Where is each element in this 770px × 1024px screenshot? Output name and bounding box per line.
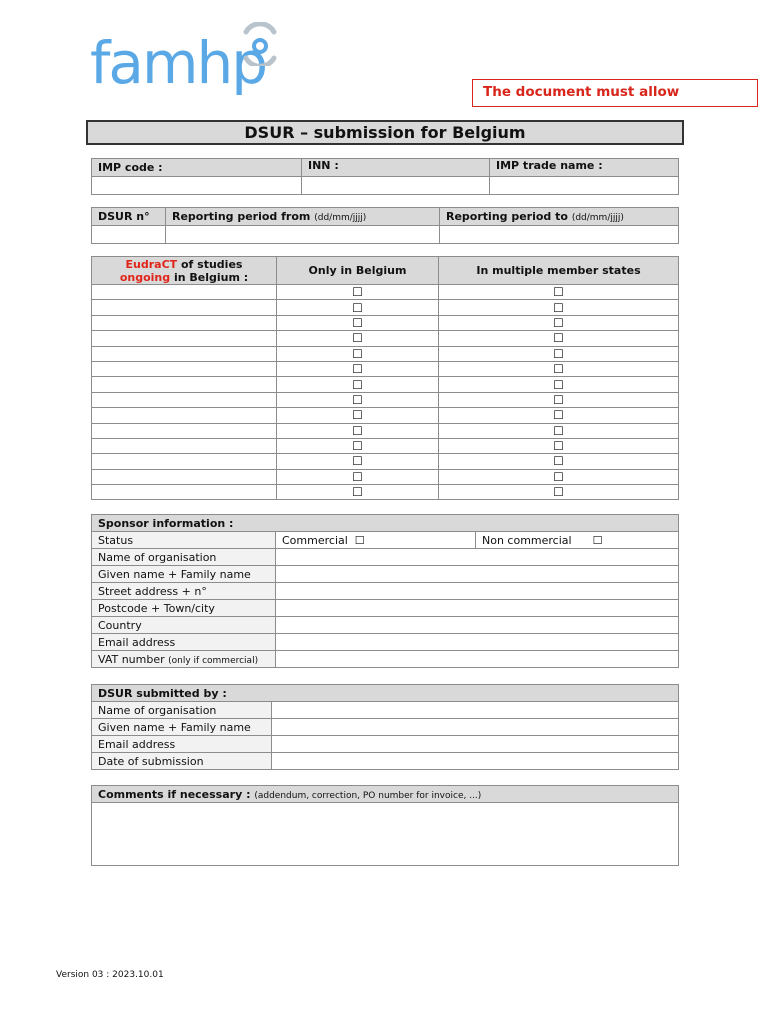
study-row (92, 331, 679, 346)
only-belgium-checkbox[interactable]: ☐ (277, 408, 439, 423)
imp-code-label: IMP code : (92, 159, 302, 177)
inn-label: INN : (302, 159, 490, 177)
eudract-number-field[interactable] (92, 346, 277, 361)
submitted-by-header: DSUR submitted by : (92, 685, 679, 702)
studies-header: EudraCT of studies ongoing in Belgium : (92, 257, 277, 285)
study-row (92, 485, 679, 500)
multiple-states-checkbox[interactable]: ☐ (439, 331, 679, 346)
submitter-given-family-label: Given name + Family name (92, 719, 272, 736)
studies-table (91, 256, 679, 500)
only-belgium-checkbox[interactable]: ☐ (277, 377, 439, 392)
study-rows (92, 285, 679, 500)
period-from-label: Reporting period from (dd/mm/jjjj) (166, 208, 440, 226)
study-row (92, 438, 679, 453)
eudract-number-field[interactable] (92, 377, 277, 392)
sponsor-vat-field[interactable] (276, 651, 679, 668)
only-belgium-checkbox[interactable]: ☐ (277, 392, 439, 407)
commercial-checkbox[interactable]: ☐ (354, 533, 365, 547)
only-belgium-checkbox[interactable]: ☐ (277, 346, 439, 361)
imp-code-field[interactable] (92, 177, 302, 195)
submitter-email-label: Email address (92, 736, 272, 753)
multiple-states-checkbox[interactable]: ☐ (439, 315, 679, 330)
period-to-label: Reporting period to (dd/mm/jjjj) (440, 208, 679, 226)
multiple-states-checkbox[interactable]: ☐ (439, 485, 679, 500)
sponsor-table (91, 514, 679, 668)
submission-date-label: Date of submission (92, 753, 272, 770)
multiple-states-checkbox[interactable]: ☐ (439, 438, 679, 453)
study-row (92, 377, 679, 392)
period-from-field[interactable] (166, 226, 440, 244)
study-row (92, 346, 679, 361)
multiple-states-checkbox[interactable]: ☐ (439, 285, 679, 300)
submission-date-field[interactable] (272, 753, 679, 770)
page-title: DSUR – submission for Belgium (86, 120, 684, 145)
imp-trade-name-label: IMP trade name : (490, 159, 679, 177)
comments-table (91, 785, 679, 866)
only-belgium-checkbox[interactable]: ☐ (277, 315, 439, 330)
sponsor-name-org-label: Name of organisation (92, 549, 276, 566)
identification-table (91, 158, 679, 195)
multiple-states-checkbox[interactable]: ☐ (439, 300, 679, 315)
eudract-number-field[interactable] (92, 300, 277, 315)
sponsor-postcode-field[interactable] (276, 600, 679, 617)
only-belgium-header: Only in Belgium (277, 257, 439, 285)
submitter-given-family-field[interactable] (272, 719, 679, 736)
only-belgium-checkbox[interactable]: ☐ (277, 485, 439, 500)
only-belgium-checkbox[interactable]: ☐ (277, 331, 439, 346)
study-row (92, 315, 679, 330)
commercial-option[interactable]: Commercial ☐ (276, 532, 476, 549)
dsur-no-label: DSUR n° (92, 208, 166, 226)
sponsor-street-label: Street address + n° (92, 583, 276, 600)
reporting-table (91, 207, 679, 244)
only-belgium-checkbox[interactable]: ☐ (277, 361, 439, 376)
eudract-number-field[interactable] (92, 315, 277, 330)
eudract-number-field[interactable] (92, 454, 277, 469)
sponsor-vat-label: VAT number (only if commercial) (92, 651, 276, 668)
study-row (92, 361, 679, 376)
sponsor-email-label: Email address (92, 634, 276, 651)
study-row (92, 469, 679, 484)
version-footer: Version 03 : 2023.10.01 (56, 970, 164, 980)
eudract-number-field[interactable] (92, 331, 277, 346)
eudract-number-field[interactable] (92, 469, 277, 484)
status-label: Status (92, 532, 276, 549)
study-row (92, 408, 679, 423)
eudract-number-field[interactable] (92, 408, 277, 423)
eudract-number-field[interactable] (92, 438, 277, 453)
only-belgium-checkbox[interactable]: ☐ (277, 300, 439, 315)
notice-box: The document must allow (472, 79, 758, 107)
period-to-field[interactable] (440, 226, 679, 244)
sponsor-country-label: Country (92, 617, 276, 634)
multiple-states-checkbox[interactable]: ☐ (439, 392, 679, 407)
non-commercial-checkbox[interactable]: ☐ (592, 533, 603, 547)
submitter-name-org-field[interactable] (272, 702, 679, 719)
multiple-states-checkbox[interactable]: ☐ (439, 454, 679, 469)
sponsor-given-family-label: Given name + Family name (92, 566, 276, 583)
only-belgium-checkbox[interactable]: ☐ (277, 454, 439, 469)
multiple-states-checkbox[interactable]: ☐ (439, 423, 679, 438)
study-row (92, 423, 679, 438)
submitted-by-table (91, 684, 679, 770)
eudract-number-field[interactable] (92, 392, 277, 407)
inn-field[interactable] (302, 177, 490, 195)
sponsor-name-org-field[interactable] (276, 549, 679, 566)
sponsor-street-field[interactable] (276, 583, 679, 600)
study-row (92, 454, 679, 469)
sponsor-email-field[interactable] (276, 634, 679, 651)
multiple-states-header: In multiple member states (439, 257, 679, 285)
comments-header: Comments if necessary : (addendum, correction, PO number for invoice, ...) (92, 786, 679, 803)
submitter-name-org-label: Name of organisation (92, 702, 272, 719)
study-row (92, 392, 679, 407)
eudract-number-field[interactable] (92, 423, 277, 438)
comments-field[interactable] (92, 803, 679, 866)
eudract-number-field[interactable] (92, 285, 277, 300)
logo-text: famhp (90, 29, 267, 97)
submitter-email-field[interactable] (272, 736, 679, 753)
sponsor-country-field[interactable] (276, 617, 679, 634)
imp-trade-name-field[interactable] (490, 177, 679, 195)
only-belgium-checkbox[interactable]: ☐ (277, 423, 439, 438)
only-belgium-checkbox[interactable]: ☐ (277, 285, 439, 300)
non-commercial-option[interactable]: Non commercial ☐ (476, 532, 679, 549)
only-belgium-checkbox[interactable]: ☐ (277, 438, 439, 453)
only-belgium-checkbox[interactable]: ☐ (277, 469, 439, 484)
sponsor-header: Sponsor information : (92, 515, 679, 532)
study-row (92, 300, 679, 315)
sponsor-given-family-field[interactable] (276, 566, 679, 583)
multiple-states-checkbox[interactable]: ☐ (439, 346, 679, 361)
signal-icon (240, 22, 280, 66)
famhp-logo (90, 22, 290, 112)
multiple-states-checkbox[interactable]: ☐ (439, 361, 679, 376)
eudract-number-field[interactable] (92, 485, 277, 500)
multiple-states-checkbox[interactable]: ☐ (439, 377, 679, 392)
eudract-number-field[interactable] (92, 361, 277, 376)
study-row (92, 285, 679, 300)
multiple-states-checkbox[interactable]: ☐ (439, 469, 679, 484)
multiple-states-checkbox[interactable]: ☐ (439, 408, 679, 423)
dsur-no-field[interactable] (92, 226, 166, 244)
sponsor-postcode-label: Postcode + Town/city (92, 600, 276, 617)
